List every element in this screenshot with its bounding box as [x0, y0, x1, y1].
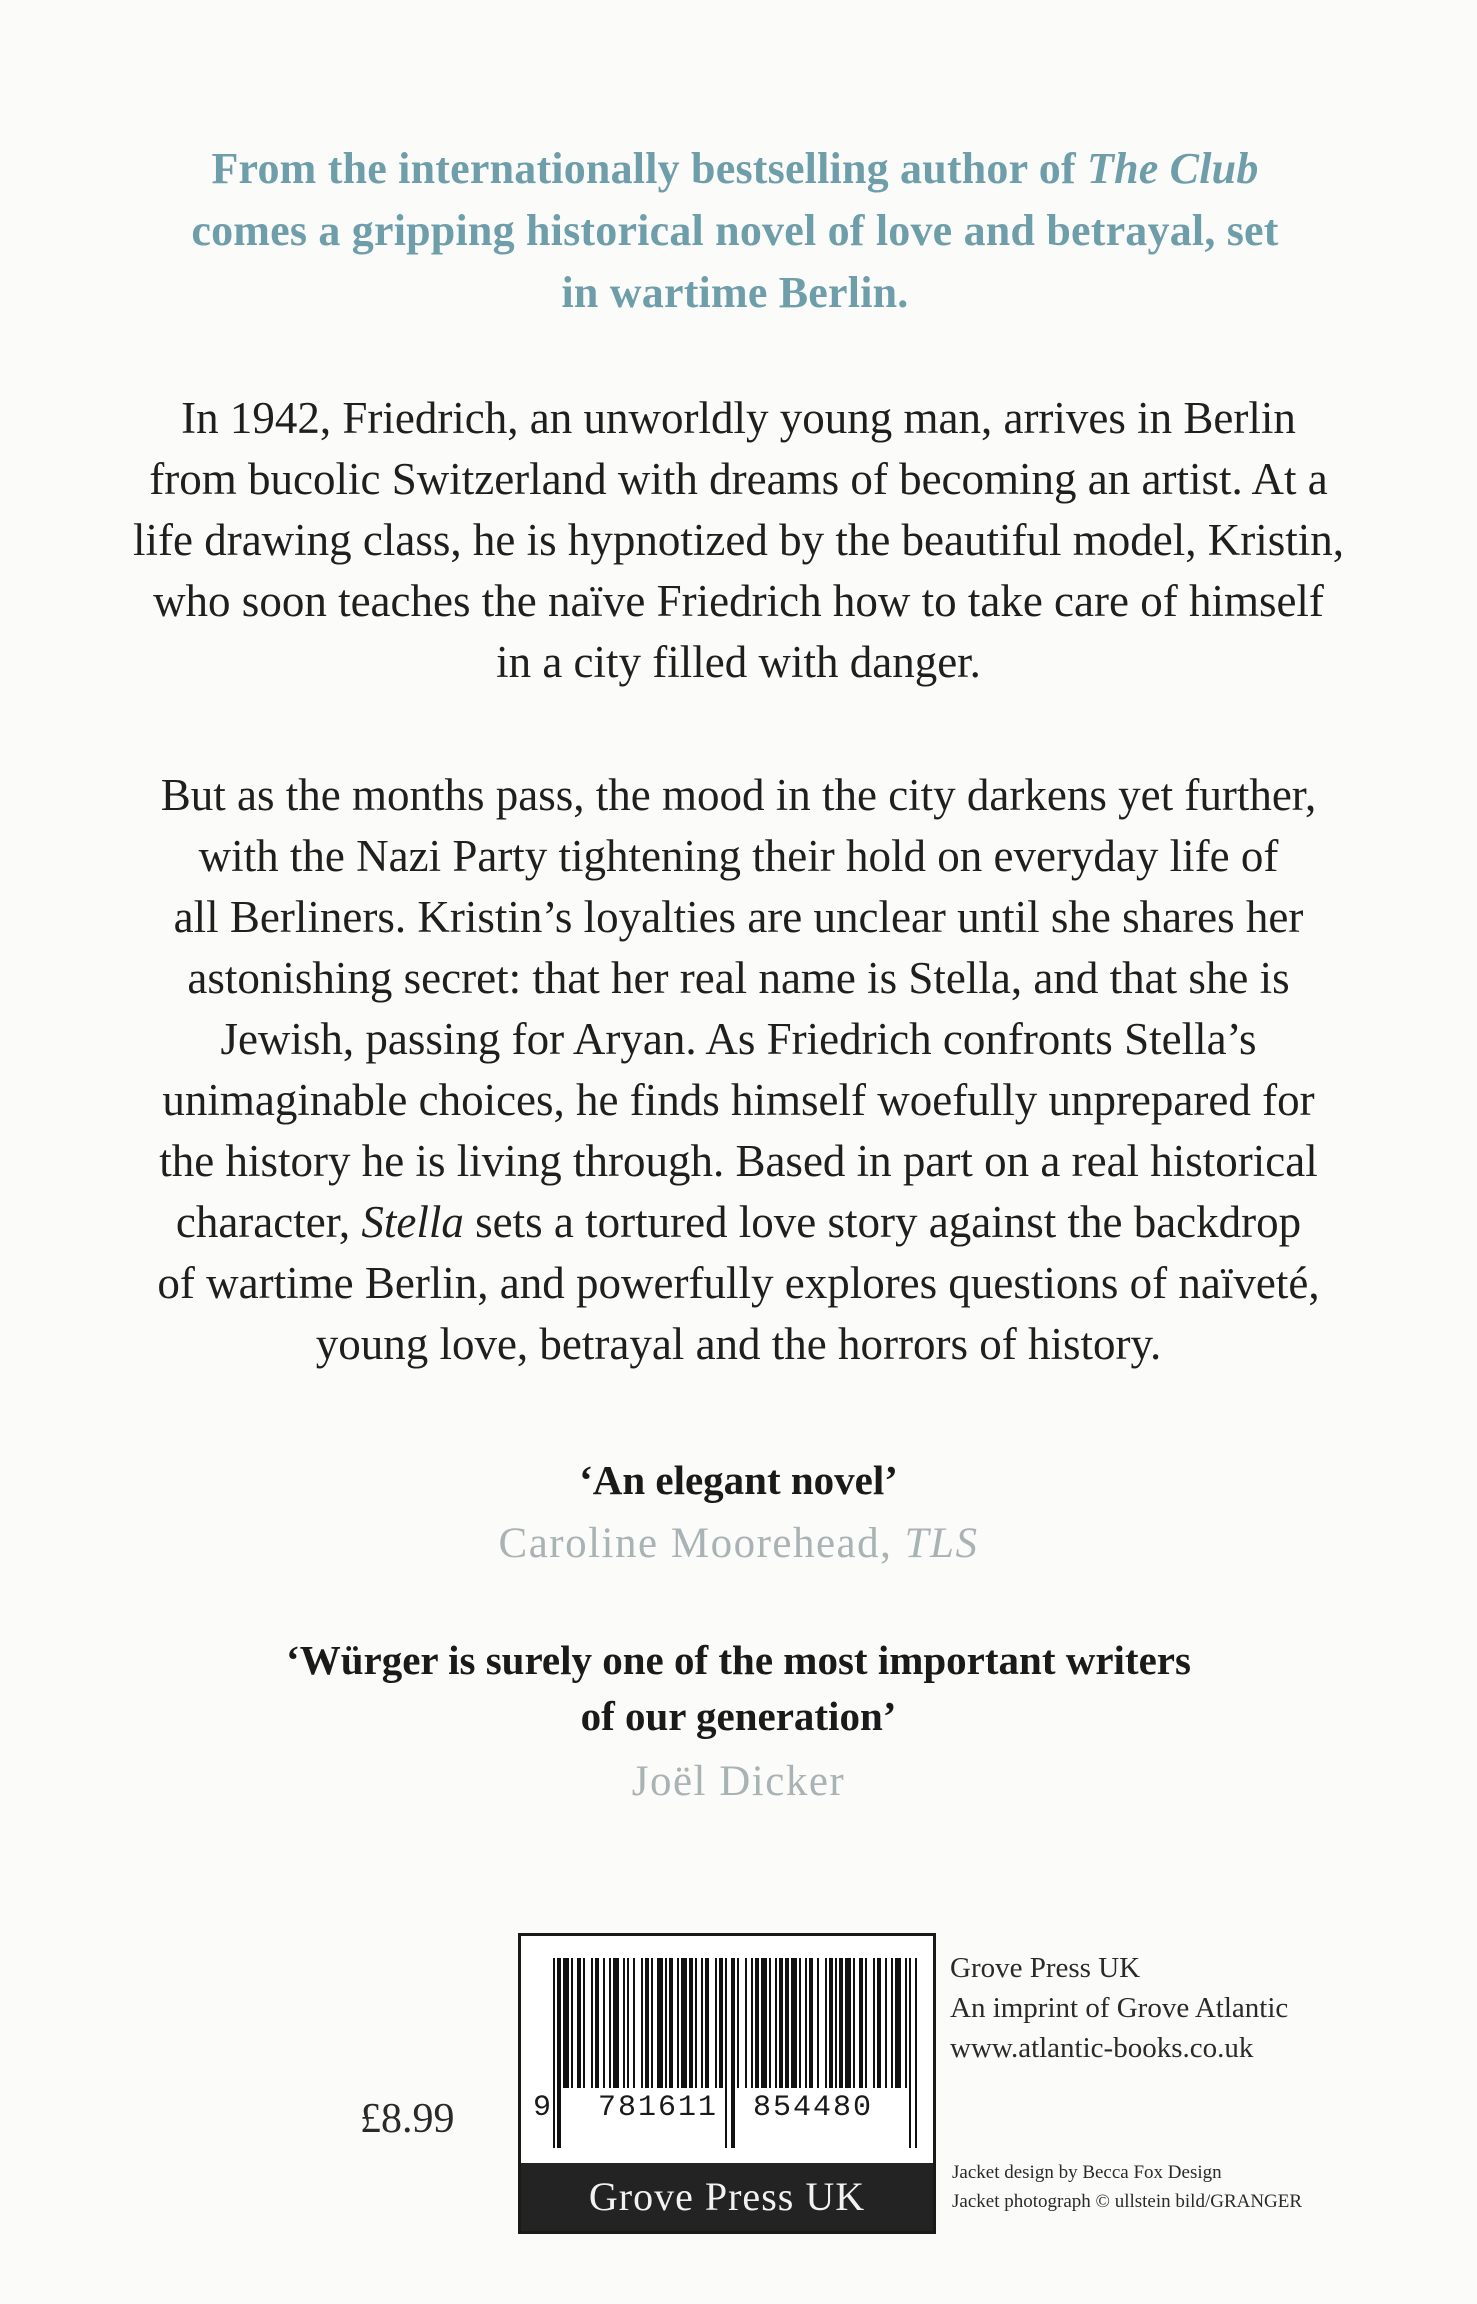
isbn-digits-left: 781611 — [598, 2091, 719, 2125]
barcode-bar — [891, 1958, 893, 2088]
jacket-credits — [952, 2158, 1302, 2216]
publisher-imprint: An imprint of Grove Atlantic — [950, 1992, 1289, 2024]
barcode-bar — [553, 1958, 555, 2148]
barcode-bar — [719, 1958, 723, 2088]
description-line: life drawing class, he is hypnotized by the beautiful model, Kristin, — [133, 515, 1344, 565]
barcode-bar — [839, 1958, 843, 2088]
barcode-bar — [779, 1958, 783, 2088]
description-line: from bucolic Switzerland with dreams of becoming an artist. At a — [149, 454, 1328, 504]
description-line: in a city filled with danger. — [496, 637, 981, 687]
barcode-bar — [805, 1958, 807, 2088]
barcode-bar — [665, 1958, 667, 2088]
barcode-bar — [751, 1958, 753, 2088]
quote-line: ‘An elegant novel’ — [579, 1457, 898, 1503]
description-paragraph-1 — [60, 388, 1417, 693]
barcode-bar — [859, 1958, 863, 2088]
barcode-bar — [755, 1958, 759, 2088]
quote-line: ‘Würger is surely one of the most important writers — [286, 1637, 1191, 1683]
tagline-line-1: From the internationally bestselling author of The Club — [211, 144, 1259, 193]
tagline-line-2: comes a gripping historical novel of love and betrayal, set — [191, 206, 1279, 255]
barcode-bar — [623, 1958, 625, 2088]
barcode-bar — [785, 1958, 789, 2088]
description-line: character, Stella sets a tortured love story against the backdrop — [175, 1197, 1302, 1247]
barcode-bar — [557, 1958, 561, 2148]
barcode-bar — [799, 1958, 801, 2088]
barcode-bar — [909, 1958, 911, 2148]
barcode-bar — [595, 1958, 599, 2088]
tagline — [110, 138, 1360, 324]
barcode-bar — [745, 1958, 747, 2088]
barcode-bar — [825, 1958, 827, 2088]
review-attribution-2: Joël Dicker — [631, 1758, 846, 1805]
barcode-bar — [695, 1958, 697, 2088]
barcode-bar — [563, 1958, 569, 2088]
isbn-digit-first: 9 — [533, 2091, 554, 2125]
barcode-bar — [651, 1958, 653, 2088]
review-attribution-1: Caroline Moorehead, TLS — [498, 1520, 979, 1567]
jacket-photo-credit: Jacket photograph © ullstein bild/GRANGER — [952, 2191, 1303, 2212]
barcode-bar — [845, 1958, 851, 2088]
barcode-bar — [627, 1958, 629, 2088]
barcode-bar — [613, 1958, 619, 2088]
description-line: young love, betrayal and the horrors of history. — [315, 1319, 1162, 1369]
publisher-name: Grove Press UK — [950, 1952, 1141, 1984]
barcode-bar — [885, 1958, 887, 2088]
description-line: unimaginable choices, he finds himself woefully unprepared for — [162, 1075, 1315, 1125]
barcode-bar — [583, 1958, 585, 2088]
description-line: astonishing secret: that her real name is Stella, and that she is — [187, 953, 1290, 1003]
barcode-bar — [737, 1958, 739, 2088]
barcode-bar — [609, 1958, 611, 2088]
book-title-italic: Stella — [361, 1197, 464, 1247]
barcode-bar — [705, 1958, 709, 2088]
barcode-bar — [817, 1958, 819, 2088]
barcode-bar — [657, 1958, 663, 2088]
description-line: Jewish, passing for Aryan. As Friedrich confronts Stella’s — [220, 1014, 1257, 1064]
barcode-bar — [905, 1958, 907, 2088]
barcode-bar — [853, 1958, 855, 2088]
barcode-bar — [715, 1958, 717, 2088]
price-label: £8.99 — [360, 2096, 455, 2142]
barcode-bar — [809, 1958, 813, 2088]
barcode-bar — [677, 1958, 679, 2088]
barcode-bar — [591, 1958, 593, 2088]
barcode-bar — [577, 1958, 581, 2088]
barcode-bar — [915, 1958, 917, 2148]
description-line: who soon teaches the naïve Friedrich how to take care of himself — [153, 576, 1324, 626]
barcode-bar — [669, 1958, 673, 2088]
barcode-bar — [641, 1958, 643, 2088]
barcode-bar — [769, 1958, 771, 2088]
review-quote-2 — [160, 1632, 1317, 1744]
barcode-bar — [689, 1958, 693, 2088]
barcode-bar — [731, 1958, 735, 2148]
description-line: the history he is living through. Based in part on a real historical — [159, 1136, 1318, 1186]
barcode-bar — [645, 1958, 649, 2088]
barcode-bar — [873, 1958, 875, 2088]
barcode-bar — [681, 1958, 687, 2088]
barcode-bar — [571, 1958, 573, 2088]
barcode-bar — [835, 1958, 837, 2088]
barcode-bar — [775, 1958, 777, 2088]
barcode-bar — [761, 1958, 767, 2088]
description-line: with the Nazi Party tightening their hold on everyday life of — [198, 831, 1279, 881]
quote-line: of our generation’ — [580, 1693, 897, 1739]
tagline-line-3: in wartime Berlin. — [561, 268, 909, 317]
publisher-logo-band: Grove Press UK — [521, 2163, 933, 2231]
description-line: In 1942, Friedrich, an unworldly young man, arrives in Berlin — [181, 393, 1296, 443]
barcode-bar — [791, 1958, 797, 2088]
review-source: TLS — [904, 1520, 979, 1567]
description-line: all Berliners. Kristin’s loyalties are unclear until she shares her — [173, 892, 1304, 942]
barcode-bar — [603, 1958, 605, 2088]
jacket-design-credit: Jacket design by Becca Fox Design — [952, 2162, 1222, 2183]
barcode-panel — [518, 1933, 936, 2234]
barcode-bar — [895, 1958, 901, 2088]
isbn-digits-right: 854480 — [753, 2091, 874, 2125]
barcode-bar — [725, 1958, 727, 2148]
publisher-info — [950, 1948, 1288, 2068]
barcode-bar — [701, 1958, 703, 2088]
description-line: of wartime Berlin, and powerfully explores questions of naïveté, — [157, 1258, 1320, 1308]
barcode-bar — [829, 1958, 833, 2088]
description-line: But as the months pass, the mood in the city darkens yet further, — [160, 770, 1317, 820]
tagline-book-title: The Club — [1087, 144, 1259, 193]
barcode-bar — [865, 1958, 867, 2088]
publisher-website: www.atlantic-books.co.uk — [950, 2032, 1254, 2064]
description-paragraph-2 — [60, 765, 1417, 1375]
barcode-bar — [877, 1958, 881, 2088]
barcode-bar — [633, 1958, 635, 2088]
review-quote-1 — [160, 1452, 1317, 1508]
barcode-icon — [521, 1936, 933, 2166]
